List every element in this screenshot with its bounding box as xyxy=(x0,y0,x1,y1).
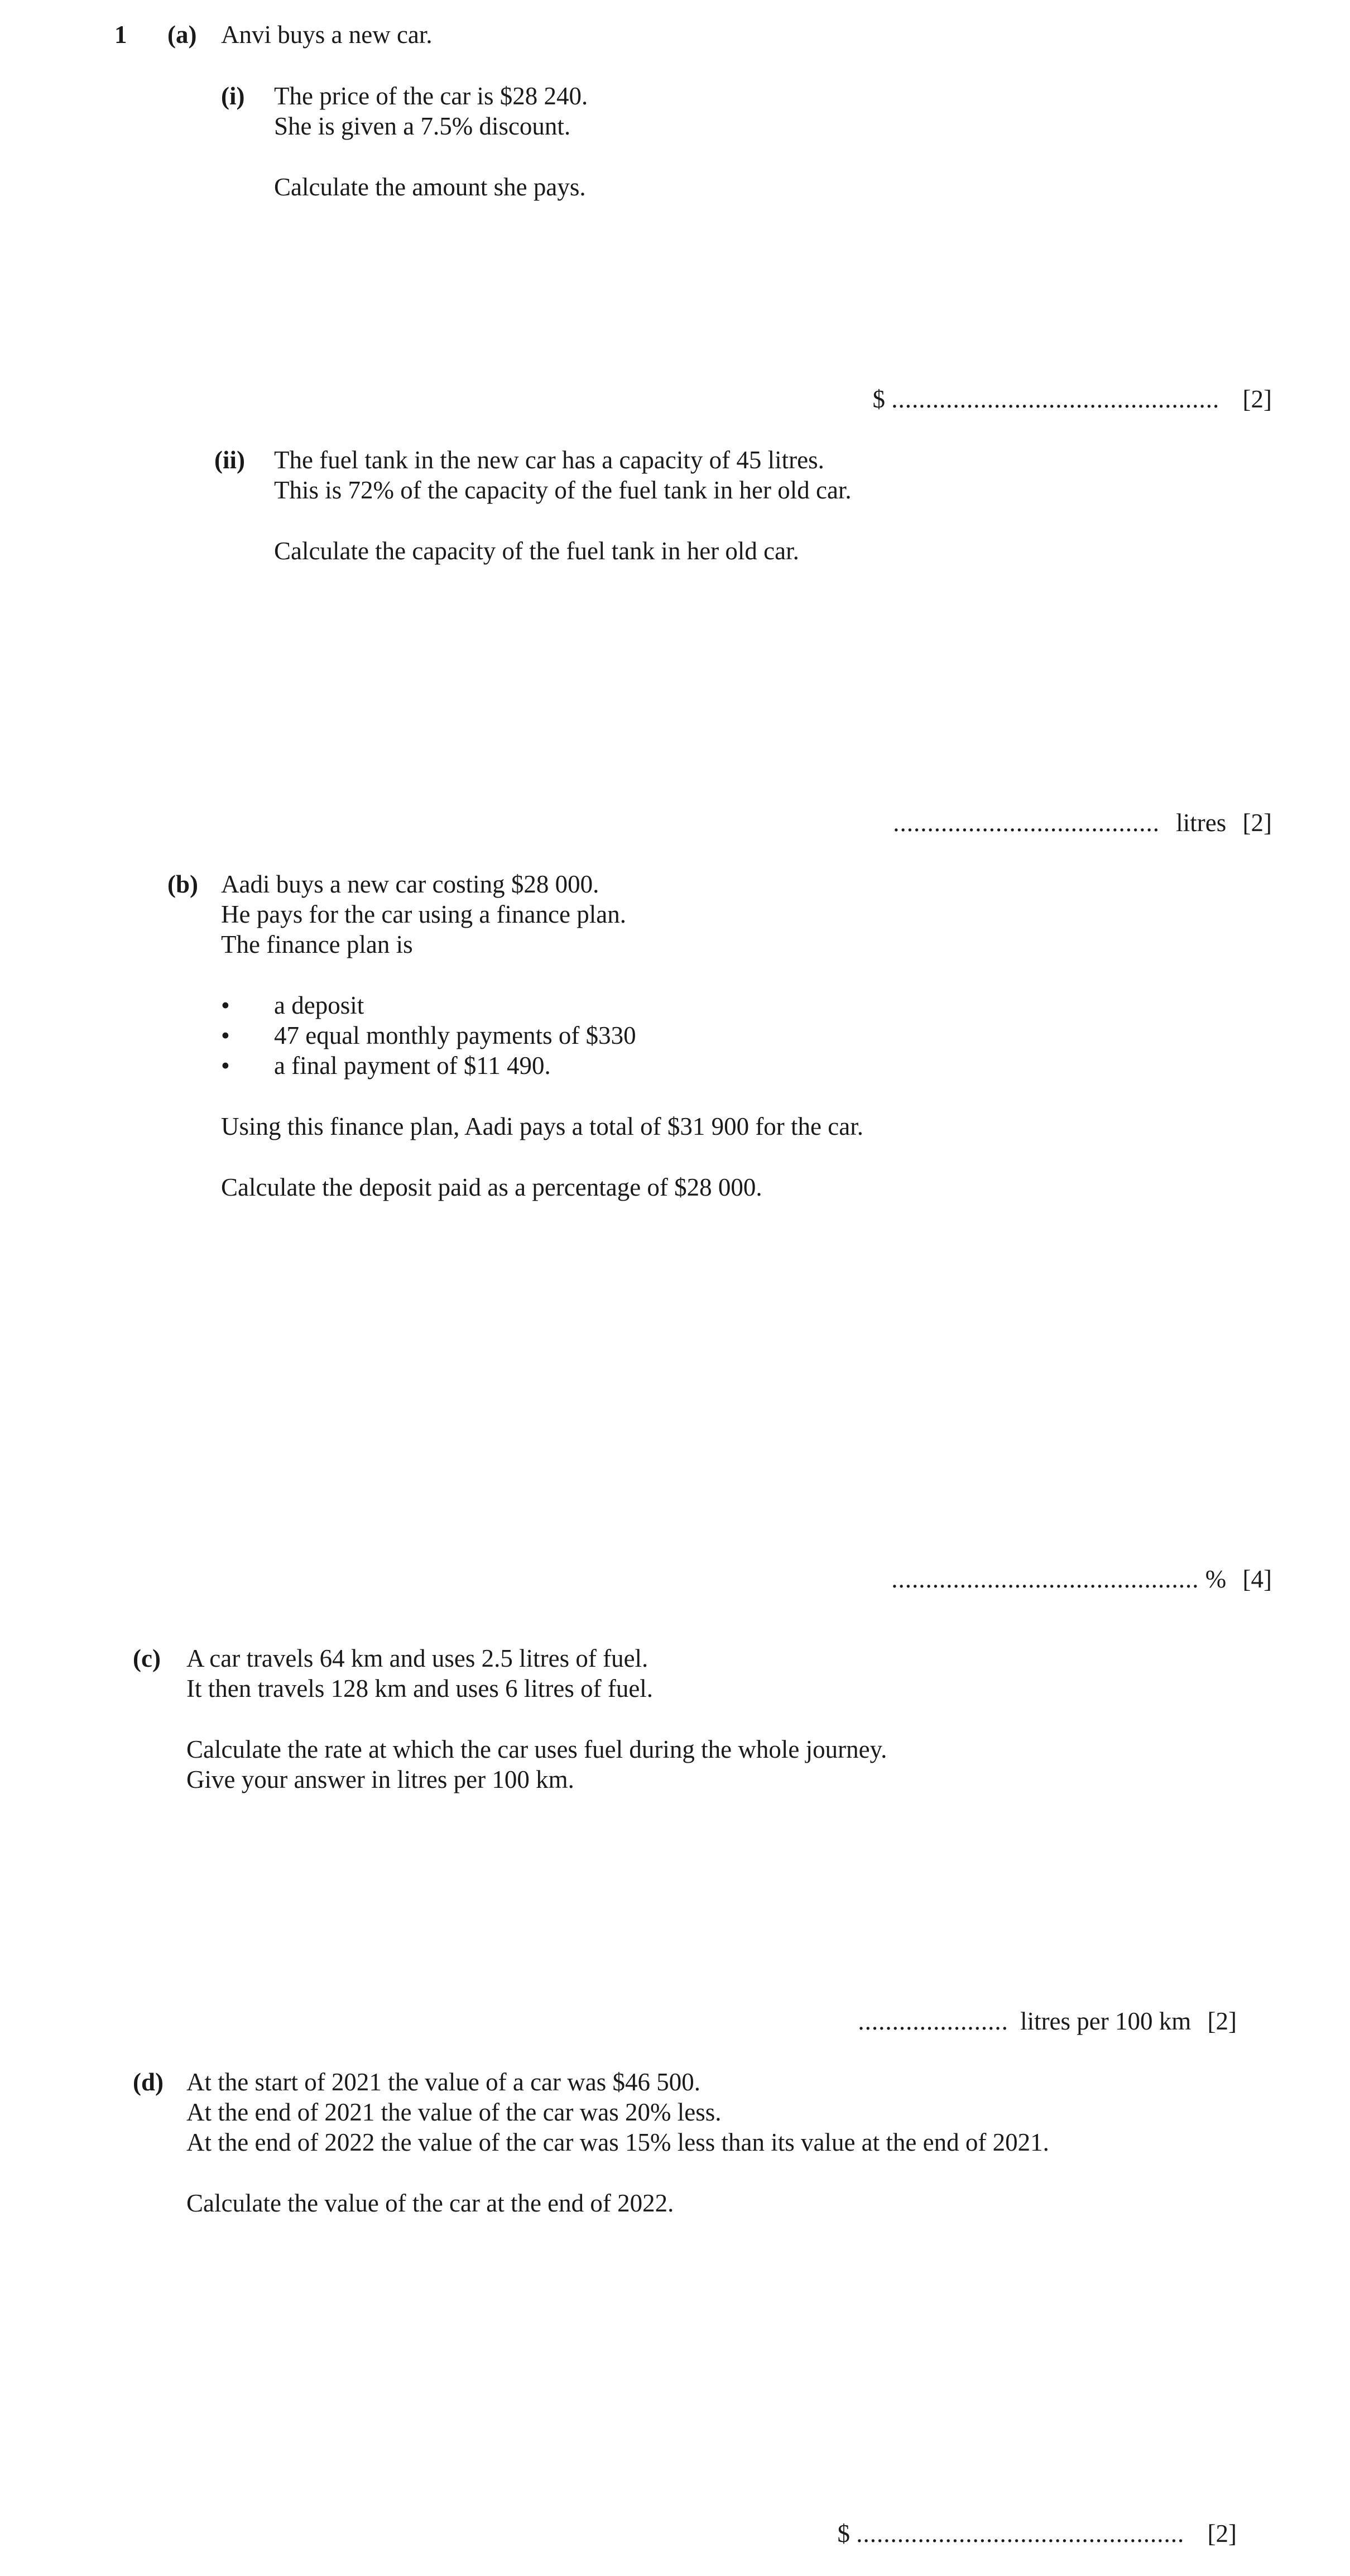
part-c-line: It then travels 128 km and uses 6 litres of fuel. xyxy=(186,1675,654,1702)
marks: [2] xyxy=(1207,2520,1237,2548)
part-b-bullet: a final payment of $11 490. xyxy=(274,1052,551,1080)
answer-dots[interactable]: ....................................... xyxy=(893,809,1160,837)
part-b-bullet: a deposit xyxy=(274,991,364,1019)
part-c-instruction: Give your answer in litres per 100 km. xyxy=(186,1766,574,1793)
part-d-line: At the end of 2022 the value of the car was 15% less than its value at the end of 2021. xyxy=(186,2128,1049,2156)
part-b-statement: Using this finance plan, Aadi pays a total of $31 900 for the car. xyxy=(221,1112,863,1140)
bullet-icon: • xyxy=(221,1052,230,1080)
part-b-line: Aadi buys a new car costing $28 000. xyxy=(221,870,599,898)
question-number: 1 xyxy=(114,21,127,49)
part-b-answer-line[interactable] xyxy=(891,1564,1272,1594)
answer-dots[interactable]: ................................................ xyxy=(856,2520,1185,2548)
part-a-i-line: The price of the car is $28 240. xyxy=(274,82,588,110)
part-d-line: At the start of 2021 the value of a car was $46 500. xyxy=(186,2068,700,2096)
part-a-i-label: (i) xyxy=(221,82,245,110)
part-a-ii-line: This is 72% of the capacity of the fuel tank in her old car. xyxy=(274,476,852,504)
part-c-label: (c) xyxy=(133,1644,161,1672)
part-d-answer-line[interactable] xyxy=(838,2519,1237,2549)
answer-dots[interactable]: ............................................. xyxy=(891,1565,1199,1593)
part-a-ii-line: The fuel tank in the new car has a capacity of 45 litres. xyxy=(274,446,824,474)
part-d-instruction: Calculate the value of the car at the end of 2022. xyxy=(186,2189,674,2217)
bullet-icon: • xyxy=(221,991,230,1019)
part-b-bullet: 47 equal monthly payments of $330 xyxy=(274,1021,636,1049)
part-c-line: A car travels 64 km and uses 2.5 litres of fuel. xyxy=(186,1644,648,1672)
part-a-i-answer-line[interactable] xyxy=(873,384,1272,414)
answer-prefix: $ xyxy=(872,385,886,413)
part-a-label: (a) xyxy=(167,21,197,49)
part-a-intro: Anvi buys a new car. xyxy=(221,21,433,49)
part-b-line: The finance plan is xyxy=(221,930,413,958)
part-b-label: (b) xyxy=(167,870,198,898)
marks: [2] xyxy=(1207,2007,1237,2035)
part-c-instruction: Calculate the rate at which the car uses fuel during the whole journey. xyxy=(186,1735,887,1763)
part-a-i-line: She is given a 7.5% discount. xyxy=(274,112,571,140)
marks: [2] xyxy=(1242,385,1272,413)
part-b-instruction: Calculate the deposit paid as a percentage of $28 000. xyxy=(221,1173,762,1201)
bullet-icon: • xyxy=(221,1021,230,1049)
part-b-line: He pays for the car using a finance plan. xyxy=(221,900,626,928)
answer-dots[interactable]: ................................................ xyxy=(891,385,1220,413)
answer-prefix: $ xyxy=(837,2520,851,2548)
part-d-label: (d) xyxy=(133,2068,164,2096)
answer-dots[interactable]: ...................... xyxy=(858,2007,1008,2035)
part-a-ii-answer-line[interactable] xyxy=(893,808,1272,838)
part-c-answer-line[interactable] xyxy=(858,2006,1237,2036)
part-d-line: At the end of 2021 the value of the car was 20% less. xyxy=(186,2098,722,2126)
answer-unit: litres xyxy=(1176,809,1227,837)
answer-unit: litres per 100 km xyxy=(1020,2007,1192,2035)
part-a-ii-instruction: Calculate the capacity of the fuel tank in her old car. xyxy=(274,537,799,565)
part-a-ii-label: (ii) xyxy=(214,446,245,474)
answer-unit: % xyxy=(1205,1565,1227,1593)
marks: [4] xyxy=(1242,1565,1272,1593)
marks: [2] xyxy=(1242,809,1272,837)
part-a-i-instruction: Calculate the amount she pays. xyxy=(274,173,586,201)
